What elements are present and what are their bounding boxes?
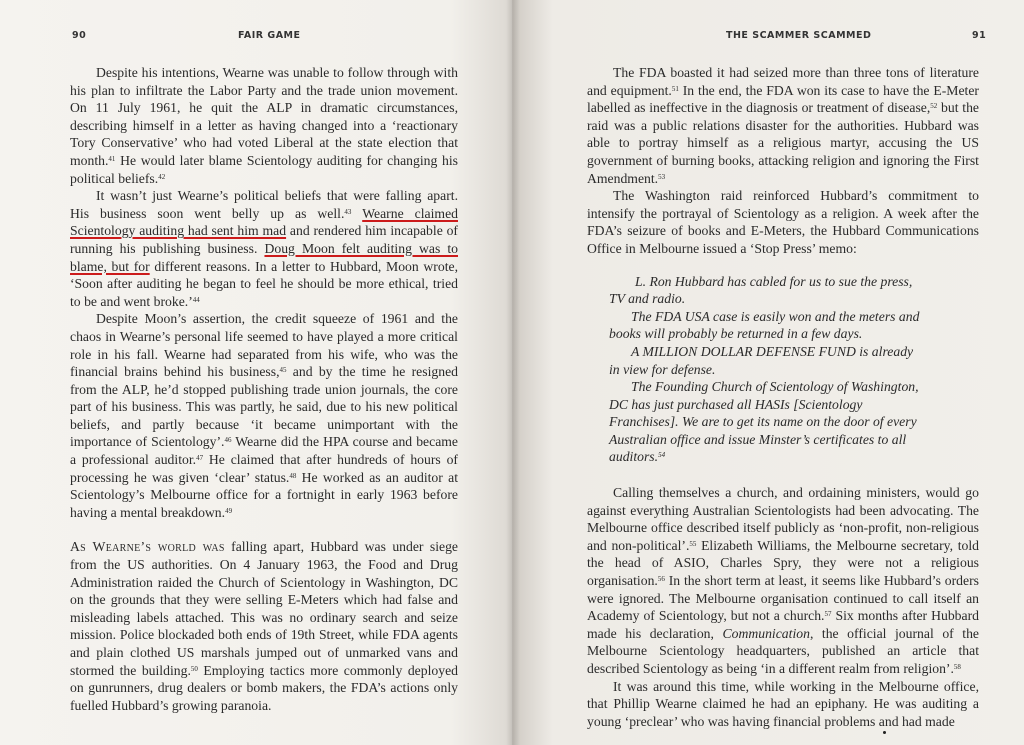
- scan-speck: [883, 731, 886, 734]
- right-paragraph-1: The FDA boasted it had seized more than three tons of literature and equipment.$^{51}$ In the end, the FDA won its case to have the E-Meter labelled as ineffective in the diagnosis or treatment of disease,$^{52}$ but the raid was a public relations disaster for the authorities. Hubbard was able to portray himself as a religious martyr, accusing the US government of burning books, attacking religion and ignoring the First Amendment.$^{53}$: [587, 65, 979, 186]
- footnote-ref: 41: [108, 154, 116, 163]
- right-paragraph-4: It was around this time, while working in the Melbourne office, that Phillip Wearne claimed he had an epiphany. He was auditing a young ‘preclear’ who was having financial problems and had made: [587, 678, 979, 729]
- right-running-title: THE SCAMMER SCAMMED: [726, 30, 872, 41]
- journal-title: Communication: [722, 625, 810, 641]
- footnote-ref: 58: [953, 663, 961, 671]
- footnote-ref: 56: [657, 575, 665, 584]
- section-lead-in: As Wearne’s world was: [70, 539, 225, 555]
- quote-line-1: L. Ron Hubbard has cabled for us to sue the press, TV and radio.: [609, 273, 913, 307]
- footnote-ref: 43: [344, 207, 352, 216]
- footnote-ref: 54: [658, 451, 666, 460]
- footnote-ref: 51: [671, 84, 679, 93]
- footnote-ref: 53: [658, 172, 666, 181]
- left-paragraph-2: It wasn’t just Wearne’s political beliefs that were falling apart. His business soon went belly up as well.$^{43}$ Wearne claimed Scientology auditing had sent him mad and rendered him incapable of running his publishing business. Doug Moon felt auditing was to blame, but for different reasons. In a letter to Hubbard, Moon wrote, ‘Soon after auditing he began to feel he should be more ethical, tried to be and went broke.’$^{44}$: [70, 188, 458, 309]
- left-paragraph-1: Despite his intentions, Wearne was unable to follow through with his plan to infiltrate the Labor Party and the trade union movement. On 11 July 1961, he quit the ALP in dramatic circumstances, describing himself in a letter as having changed into a ‘reactionary Tory Conservative’ who had voted Liberal at the state election that month.$^{41}$ He would later blame Scientology auditing for changing his political beliefs.$^{42}$: [70, 65, 458, 186]
- stop-press-memo-quote: [587, 273, 979, 467]
- footnote-ref: 52: [930, 102, 938, 111]
- footnote-ref: 48: [289, 471, 297, 480]
- footnote-ref: 44: [192, 295, 200, 304]
- left-running-title: FAIR GAME: [238, 30, 301, 41]
- right-paragraph-2: The Washington raid reinforced Hubbard’s commitment to intensify the portrayal of Scientology as a religion. A week after the FDA’s seizure of books and E-Meters, the Hubbard Communications Office in Melbourne issued a ‘Stop Press’ memo:: [587, 188, 979, 256]
- footnote-ref: 50: [190, 664, 198, 673]
- quote-line-3: A MILLION DOLLAR DEFENSE FUND is already in view for defense.: [609, 343, 914, 377]
- footnote-ref: 46: [224, 436, 232, 445]
- right-paragraph-3: Calling themselves a church, and ordaining ministers, would go against everything Australian Scientologists had been advocating. The Melbourne office described itself publicly as ‘non-profit, non-religious and non-political’.$^{55}$ Elizabeth Williams, the Melbourne secretary, told the head of ASIO, Charles Spry, they were not a religious organisation.$^{56}$ In the short term at least, it seems like Hubbard’s orders were ignored. The Melbourne organisation continued to call itself an Academy of Scientology, but not a church.$^{57}$ Six months after Hubbard made his declaration, Communication, the official journal of the Melbourne Scientology headquarters, published an article that described Scientology as being ‘in a different realm from religion’.$^{58}$: [587, 485, 979, 676]
- footnote-ref: 42: [158, 172, 166, 181]
- left-page-number: 90: [72, 30, 87, 41]
- right-page-number: 91: [972, 30, 987, 41]
- footnote-ref: 55: [689, 539, 697, 548]
- left-paragraph-4: As Wearne’s world was falling apart, Hubbard was under siege from the US authorities. On 4 January 1963, the Food and Drug Administration raided the Church of Scientology in Washington, DC on the grounds that they were selling E-Meters which had false and misleading labels attached. This was no ordinary search and seize mission. Police blockaded both ends of 19th Street, while FDA agents and plain clothed US marshals jumped out of unmarked vans and stormed the building.$^{50}$ Employing tactics more commonly deployed on gunrunners, drug dealers or bomb makers, the FDA’s actions only fuelled Hubbard’s growing paranoia.: [70, 539, 458, 713]
- book-gutter-shadow: [506, 0, 520, 745]
- footnote-ref: 45: [279, 366, 287, 375]
- red-underlined-text: Doug Moon felt auditing was to blame, but for: [70, 240, 458, 274]
- left-body-text: [70, 64, 458, 714]
- quote-line-4: The Founding Church of Scientology of Washington, DC has just purchased all HASIs [Scientology Franchises]. We are to get its name on the door of every Australian office and issue Minster’s certificates to all auditors.$^{54}$: [609, 379, 919, 465]
- quote-line-2: The FDA USA case is easily won and the meters and books will probably be returned in a few days.: [609, 308, 920, 342]
- right-body-text: [587, 64, 979, 730]
- right-page: [512, 0, 1024, 745]
- footnote-ref: 47: [196, 454, 204, 463]
- red-underlined-text: Wearne claimed Scientology auditing had sent him mad: [70, 205, 458, 239]
- left-paragraph-3: Despite Moon’s assertion, the credit squeeze of 1961 and the chaos in Wearne’s personal life seemed to have played a more critical role in his fall. Wearne had separated from his wife, who was the financial brains behind his business,$^{45}$ and by the time he resigned from the ALP, he’d stopped publishing trade union journals, the core part of his business. This was partly, he said, due to his new political beliefs, and partly because ‘it became unimportant with the importance of Scientology’.$^{46}$ Wearne did the HPA course and became a professional auditor.$^{47}$ He claimed that after hundreds of hours of processing he was given ‘clear’ status.$^{48}$ He worked as an auditor at Scientology’s Melbourne office for a fortnight in early 1963 before having a mental breakdown.$^{49}$: [70, 311, 459, 520]
- footnote-ref: 49: [225, 506, 233, 515]
- footnote-ref: 57: [824, 610, 832, 619]
